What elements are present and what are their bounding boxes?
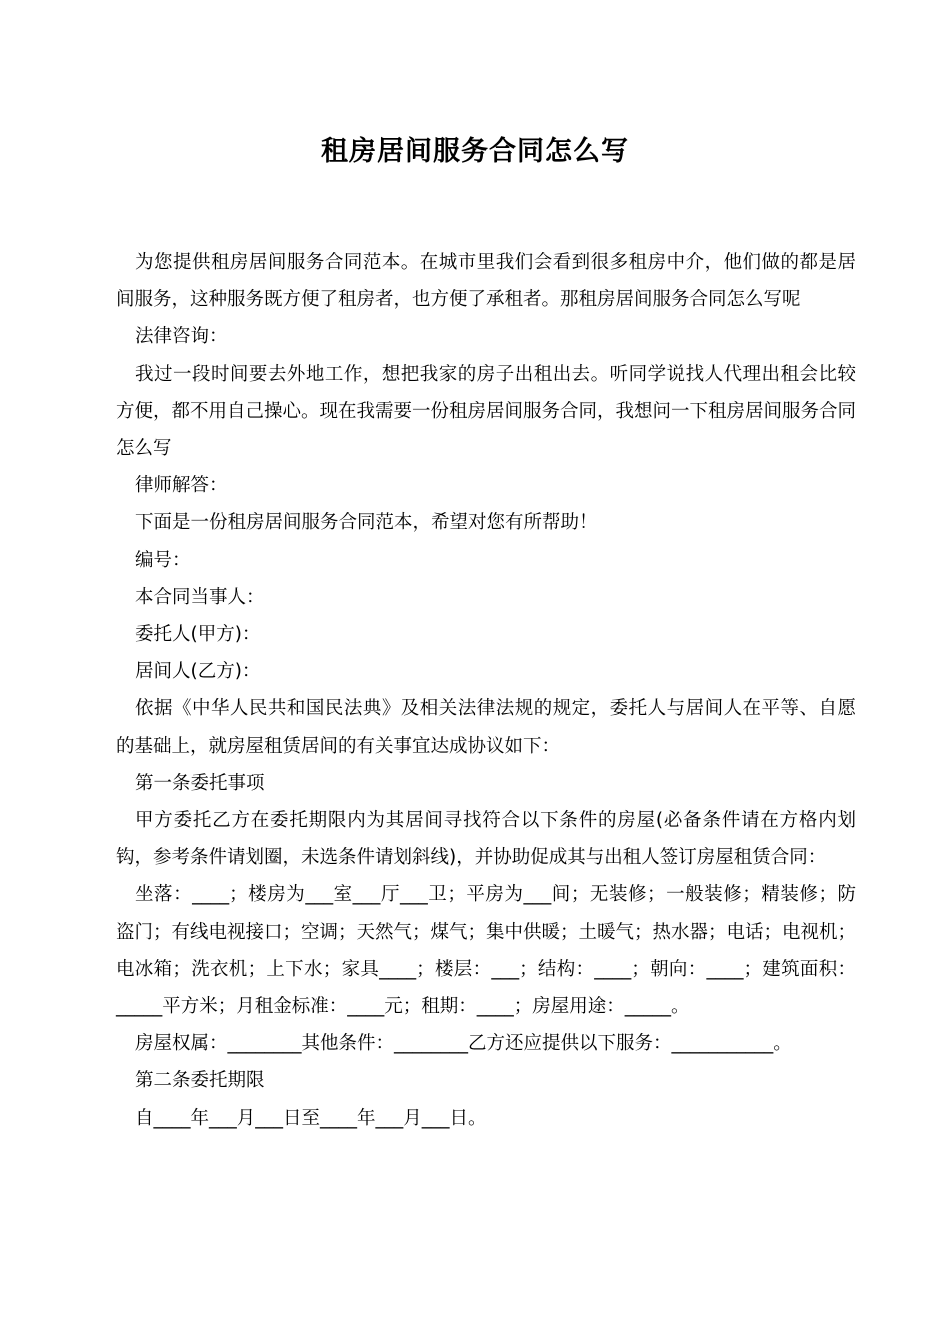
paragraph-party-b: 居间人(乙方)： [135, 661, 261, 683]
article-2-heading: 第二条委托期限 [135, 1070, 265, 1092]
paragraph-intro: 为您提供租房居间服务合同范本。在城市里我们会看到很多租房中介，他们做的都是居间服务，这种服务既方便了租房者，也方便了承租者。那租房居间服务合同怎么写呢 [116, 252, 856, 311]
paragraph-lawyer-answer-label: 律师解答： [135, 475, 228, 497]
property-ownership-line: 房屋权属：________其他条件：________乙方还应提供以下服务：___________。 [135, 1033, 792, 1055]
property-conditions: 坐落：____；楼房为___室___厅___卫；平房为___间；无装修；一般装修；精装修；防盗门；有线电视接口；空调；天然气；煤气；集中供暖；土暖气；热水器；电话；电视机；电冰箱；洗衣机；上下水；家具____；楼层：___；结构：____；朝向：____；建筑面积：_____平方米；月租金标准：____元；租期：____；房屋用途：_____。 [116, 884, 857, 1018]
paragraph-legal-consult-label: 法律咨询： [135, 326, 228, 348]
document-title: 租房居间服务合同怎么写 [321, 136, 629, 167]
paragraph-question: 我过一段时间要去外地工作，想把我家的房子出租出去。听同学说找人代理出租会比较方便，都不用自己操心。现在我需要一份租房居间服务合同，我想问一下租房居间服务合同怎么写 [116, 363, 857, 460]
document-body [116, 244, 856, 1137]
article-1-body: 甲方委托乙方在委托期限内为其居间寻找符合以下条件的房屋(必备条件请在方格内划钩，参考条件请划圈，未选条件请划斜线)，并协助促成其与出租人签订房屋租赁合同： [116, 810, 856, 869]
paragraph-answer-intro: 下面是一份租房居间服务合同范本，希望对您有所帮助！ [135, 512, 598, 534]
paragraph-parties-label: 本合同当事人： [135, 586, 265, 608]
paragraph-number-field: 编号： [135, 549, 191, 571]
paragraph-legal-basis: 依据《中华人民共和国民法典》及相关法律法规的规定，委托人与居间人在平等、自愿的基础上，就房屋租赁居间的有关事宜达成协议如下： [116, 698, 856, 757]
article-1-heading: 第一条委托事项 [135, 772, 265, 794]
paragraph-party-a: 委托人(甲方)： [135, 624, 261, 646]
article-2-body: 自____年___月___日至____年___月___日。 [135, 1107, 487, 1129]
